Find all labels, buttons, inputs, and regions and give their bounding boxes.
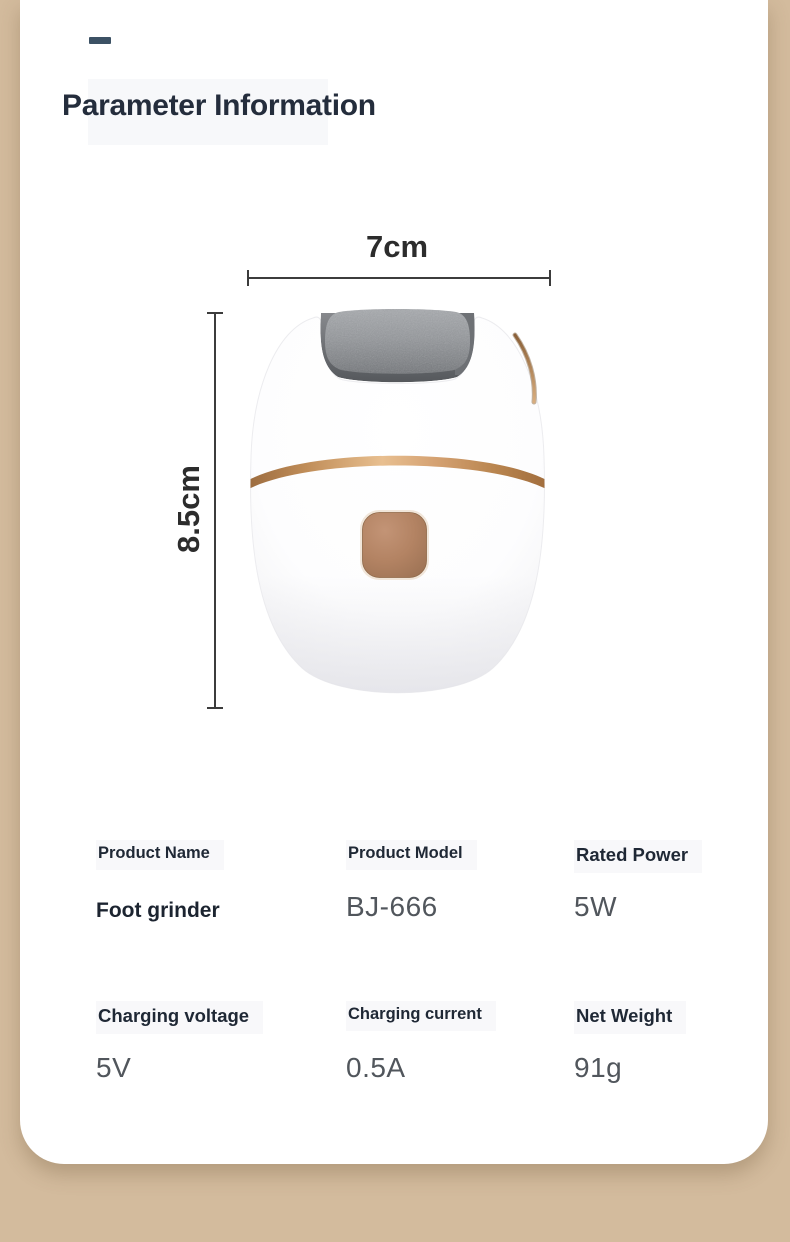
page-title: Parameter Information	[62, 89, 376, 122]
height-dimension-label: 8.5cm	[171, 465, 206, 553]
grinding-roller	[323, 307, 473, 377]
width-dimension-label: 7cm	[365, 229, 429, 264]
spec-label-net-weight: Net Weight	[574, 1005, 686, 1027]
section-dash	[89, 37, 111, 44]
width-dimension-line	[247, 270, 551, 286]
spec-value-charging-voltage: 5V	[96, 1052, 132, 1083]
spec-value-product-model: BJ-666	[346, 891, 438, 922]
spec-value-charging-current: 0.5A	[346, 1052, 406, 1083]
content-panel	[20, 0, 768, 1164]
height-dimension-rule	[214, 314, 216, 707]
spec-label-rated-power: Rated Power	[574, 844, 702, 866]
device-bottom-shading	[245, 575, 550, 705]
spec-label-product-model: Product Model	[346, 844, 477, 863]
spec-value-product-name: Foot grinder	[96, 899, 220, 922]
height-dimension-line	[207, 312, 223, 709]
spec-value-rated-power: 5W	[574, 891, 617, 922]
spec-label-charging-voltage: Charging voltage	[96, 1005, 263, 1027]
spec-label-charging-current: Charging current	[346, 1005, 496, 1024]
spec-value-net-weight: 91g	[574, 1052, 623, 1083]
width-dimension-rule	[249, 277, 549, 279]
spec-label-product-name: Product Name	[96, 844, 224, 863]
power-button	[363, 513, 427, 578]
foot-grinder-image	[245, 305, 550, 705]
